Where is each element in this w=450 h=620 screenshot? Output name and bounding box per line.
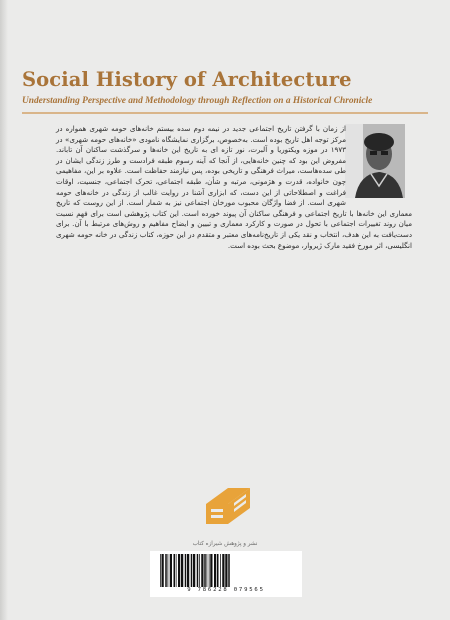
cover-subtitle: Understanding Perspective and Methodology through Reflection on a Historical Chronicle	[22, 96, 373, 106]
spine-shadow	[0, 0, 8, 620]
photo-wrap-space	[346, 124, 412, 200]
barcode-bar	[222, 554, 224, 587]
barcode-bar	[214, 554, 216, 587]
barcode-bar	[181, 554, 183, 587]
barcode-bar	[187, 554, 189, 587]
isbn-barcode	[150, 551, 302, 597]
barcode-bar	[207, 554, 208, 587]
barcode-bar	[185, 554, 187, 587]
barcode-bar	[160, 554, 161, 587]
publisher-name: نشر و پژوهش شیرازه کتاب	[192, 541, 258, 547]
barcode-bar	[191, 554, 193, 587]
publisher-logo-icon	[198, 478, 254, 532]
barcode-bar	[228, 554, 230, 587]
barcode-bar	[210, 554, 212, 587]
barcode-number: 9 786228 079565	[187, 587, 265, 593]
barcode-bar	[165, 554, 167, 587]
barcode-bar	[174, 554, 176, 587]
barcode-bar	[193, 554, 195, 587]
barcode-bar	[162, 554, 164, 587]
barcode-bar	[178, 554, 180, 587]
barcode-bar	[225, 554, 227, 587]
cover-blurb	[56, 124, 412, 251]
barcode-bar	[209, 554, 210, 587]
barcode-bar	[197, 554, 199, 587]
barcode-bars	[158, 554, 294, 587]
barcode-bar	[220, 554, 221, 587]
barcode-bar	[204, 554, 206, 587]
barcode-bar	[217, 554, 219, 587]
barcode-bar	[176, 554, 177, 587]
barcode-bar	[168, 554, 169, 587]
title-rule	[22, 112, 428, 114]
barcode-bar	[201, 554, 203, 587]
blurb-paragraph: از زمان با گرفتن تاریخ اجتماعی جدید در نیمه دوم سده بیستم خانه‌های حومه شهری همواره در مرکز توجه اهل تاریخ بوده است. به‌خصوص، برگزاری نمایشگاه نامودی «خانه‌های حومه شهری» در ۱۹۷۳ در موزه ویکتوریا و آلبرت، نور تازه ای به تاریخ این خانه‌ها و سرگذشت ساکنان آن تاباند. مفروض این بود که چنین خانه‌هایی، از آنجا که آینه رسوم طبقه فرادست و طرز زندگی ایشان در طی سده‌هاست، میراث فرهنگی و تاریخی بوده، پس نیازمند حفاظت است. علاوه بر این، مفاهیمی چون خانواده، قدرت و هژمونی، مرتبه و شأن، طبقه اجتماعی، تحرک اجتماعی، جنسیت، اوقات فراغت و اصطلاحاتی از این دست، که ابزاری آشنا در روایت غالب از زندگی در خانه‌های حومه شهری است. از فضا واژگان محبوب مورخان اجتماعی نیز به شمار است. از این روست که تاریخ معماری این خانه‌ها با تاریخ اجتماعی و فرهنگی ساکنان آن پیوند خورده است. این کتاب پژوهشی است برای فهم نسبت میان روند تغییرات اجتماعی با تحول در صورت و کارکرد معماری و تبیین و ایضاح مفاهیم و روش‌های مرتبط با آن. برای دست‌یافت به این هدف، انتخاب و نقد یکی از تاریخ‌نامه‌های معتبر و متقدم در این حوزه، کتاب زندگی در خانه حومه شهری انگلیسی، اثر مورخ فقید مارک ژیروار، موضوع بحث بوده است.	[56, 124, 412, 250]
barcode-bar	[199, 554, 200, 587]
barcode-bar	[170, 554, 172, 587]
cover-title: Social History of Architecture	[22, 68, 352, 91]
